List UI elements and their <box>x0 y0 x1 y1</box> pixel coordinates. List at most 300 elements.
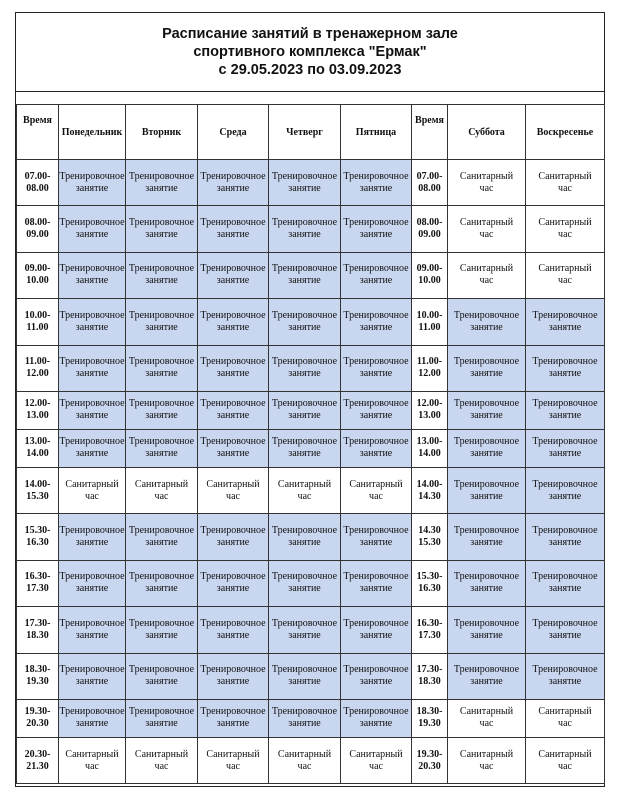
activity-label: Тренировочное <box>453 398 520 410</box>
weekend-time-cell-start: 13.00- <box>416 436 443 448</box>
saturday-cell <box>448 252 526 298</box>
weekday-time-cell <box>17 299 59 345</box>
saturday-cell <box>448 560 526 606</box>
activity-label-sub: занятие <box>288 583 321 595</box>
sunday-cell <box>526 429 605 467</box>
saturday-cell <box>448 607 526 653</box>
weekend-time-cell <box>412 514 448 560</box>
activity-label-sub: занятие <box>216 448 250 460</box>
activity-label-sub: занятие <box>548 583 582 595</box>
activity-label: Тренировочное <box>59 571 125 583</box>
weekend-time-cell-end: 20.30 <box>418 760 441 772</box>
activity-label: Санитарный <box>459 706 514 718</box>
weekend-time-cell-start: 12.00- <box>416 398 443 410</box>
wednesday-cell <box>198 391 269 429</box>
tuesday-cell <box>126 607 198 653</box>
activity-label: Тренировочное <box>128 356 195 368</box>
weekend-time-cell-end: 16.30 <box>418 583 441 595</box>
tuesday-cell <box>126 206 198 252</box>
activity-label-sub: час <box>479 182 494 194</box>
sunday-cell <box>526 653 605 699</box>
activity-label-sub: занятие <box>548 448 582 460</box>
thursday-cell <box>269 429 341 467</box>
activity-label: Тренировочное <box>271 571 338 583</box>
activity-label-sub: занятие <box>75 718 109 730</box>
activity-label-sub: занятие <box>216 537 250 549</box>
sunday-cell <box>526 514 605 560</box>
activity-label: Тренировочное <box>59 436 125 448</box>
weekday-time-cell-end: 16.30 <box>26 537 49 549</box>
monday-cell <box>59 467 126 513</box>
activity-label: Тренировочное <box>532 525 598 537</box>
activity-label: Тренировочное <box>128 525 195 537</box>
activity-label: Тренировочное <box>200 356 266 368</box>
activity-label: Тренировочное <box>200 263 266 275</box>
weekend-time-cell-start: 15.30- <box>416 571 443 583</box>
table-row <box>17 699 605 737</box>
activity-label: Тренировочное <box>271 525 338 537</box>
activity-label: Тренировочное <box>453 664 520 676</box>
saturday-cell <box>448 699 526 737</box>
activity-label-sub: занятие <box>359 718 393 730</box>
activity-label: Тренировочное <box>532 478 598 490</box>
activity-label: Тренировочное <box>271 436 338 448</box>
activity-label-sub: час <box>369 490 383 502</box>
weekend-time-cell-start: 17.30- <box>416 664 443 676</box>
tuesday-cell <box>126 514 198 560</box>
activity-label-sub: занятие <box>470 410 503 422</box>
weekday-time-cell-end: 10.00 <box>26 275 49 287</box>
weekend-time-cell-end: 12.00 <box>418 368 441 380</box>
weekend-time-cell <box>412 252 448 298</box>
friday-cell <box>341 653 412 699</box>
activity-label: Тренировочное <box>59 398 125 410</box>
activity-label-sub: занятие <box>145 275 178 287</box>
weekday-time-cell-end: 13.00 <box>26 410 49 422</box>
activity-label: Санитарный <box>134 478 189 490</box>
activity-label: Тренировочное <box>200 617 266 629</box>
weekday-time-cell-start: 12.00- <box>24 398 51 410</box>
activity-label-sub: час <box>85 490 99 502</box>
weekday-time-cell <box>17 699 59 737</box>
thursday-cell <box>269 607 341 653</box>
weekday-time-cell <box>17 345 59 391</box>
wednesday-cell <box>198 560 269 606</box>
activity-label-sub: занятие <box>216 583 250 595</box>
activity-label: Тренировочное <box>271 170 338 182</box>
weekday-time-cell <box>17 467 59 513</box>
weekday-time-cell-end: 08.00 <box>26 182 49 194</box>
activity-label-sub: занятие <box>548 490 582 502</box>
activity-label-sub: час <box>479 275 494 287</box>
activity-label-sub: час <box>558 275 572 287</box>
tuesday-cell <box>126 160 198 206</box>
activity-label-sub: занятие <box>470 448 503 460</box>
activity-label: Тренировочное <box>200 706 266 718</box>
activity-label-sub: занятие <box>216 321 250 333</box>
activity-label: Санитарный <box>459 748 514 760</box>
activity-label-sub: занятие <box>145 629 178 641</box>
activity-label-sub: занятие <box>359 229 393 241</box>
title-line-3: с 29.05.2023 по 03.09.2023 <box>218 62 402 78</box>
tuesday-cell <box>126 299 198 345</box>
wednesday-cell <box>198 160 269 206</box>
activity-label-sub: час <box>558 182 572 194</box>
activity-label-sub: занятие <box>470 676 503 688</box>
tuesday-cell <box>126 429 198 467</box>
title-line-1: Расписание занятий в тренажерном зале <box>162 26 458 42</box>
weekday-time-cell-start: 15.30- <box>24 525 51 537</box>
weekend-time-cell-end: 15.30 <box>418 537 441 549</box>
activity-label-sub: занятие <box>75 676 109 688</box>
activity-label-sub: час <box>479 760 494 772</box>
saturday-cell <box>448 391 526 429</box>
table-row <box>17 514 605 560</box>
header-monday: Понедельник <box>59 105 126 160</box>
header-sunday: Воскресенье <box>526 105 605 160</box>
weekend-time-cell <box>412 345 448 391</box>
activity-label-sub: час <box>226 760 240 772</box>
weekday-time-cell <box>17 391 59 429</box>
activity-label-sub: занятие <box>359 583 393 595</box>
table-row <box>17 560 605 606</box>
activity-label-sub: час <box>558 229 572 241</box>
friday-cell <box>341 160 412 206</box>
weekend-time-cell-end: 11.00 <box>418 321 441 333</box>
wednesday-cell <box>198 252 269 298</box>
weekend-time-cell-end: 19.30 <box>418 718 441 730</box>
activity-label: Санитарный <box>459 170 514 182</box>
activity-label: Тренировочное <box>453 571 520 583</box>
activity-label-sub: занятие <box>75 229 109 241</box>
activity-label: Тренировочное <box>200 217 266 229</box>
wednesday-cell <box>198 737 269 783</box>
activity-label: Тренировочное <box>532 436 598 448</box>
weekday-time-cell-start: 10.00- <box>24 309 51 321</box>
activity-label-sub: занятие <box>145 182 178 194</box>
monday-cell <box>59 391 126 429</box>
weekend-time-cell-start: 16.30- <box>416 617 443 629</box>
weekday-time-cell <box>17 429 59 467</box>
table-row <box>17 252 605 298</box>
activity-label-sub: час <box>558 718 572 730</box>
activity-label: Тренировочное <box>128 217 195 229</box>
table-row <box>17 653 605 699</box>
activity-label-sub: занятие <box>75 583 109 595</box>
activity-label-sub: занятие <box>216 718 250 730</box>
weekday-time-cell <box>17 514 59 560</box>
activity-label: Тренировочное <box>343 309 409 321</box>
saturday-cell <box>448 299 526 345</box>
activity-label-sub: занятие <box>145 368 178 380</box>
activity-label: Тренировочное <box>343 706 409 718</box>
tuesday-cell <box>126 345 198 391</box>
weekend-time-cell-end: 18.30 <box>418 676 441 688</box>
weekend-time-cell-start: 11.00- <box>416 356 443 368</box>
weekday-time-cell-end: 15.30 <box>26 490 49 502</box>
sunday-cell <box>526 206 605 252</box>
activity-label: Тренировочное <box>271 217 338 229</box>
activity-label: Тренировочное <box>59 356 125 368</box>
activity-label: Тренировочное <box>271 706 338 718</box>
weekend-time-cell-start: 09.00- <box>416 263 443 275</box>
activity-label-sub: занятие <box>216 629 250 641</box>
monday-cell <box>59 514 126 560</box>
thursday-cell <box>269 160 341 206</box>
weekend-time-cell <box>412 699 448 737</box>
activity-label-sub: занятие <box>145 537 178 549</box>
weekday-time-cell <box>17 560 59 606</box>
activity-label-sub: занятие <box>145 676 178 688</box>
friday-cell <box>341 429 412 467</box>
activity-label: Тренировочное <box>200 525 266 537</box>
saturday-cell <box>448 467 526 513</box>
activity-label-sub: занятие <box>359 275 393 287</box>
activity-label-sub: занятие <box>548 321 582 333</box>
table-row <box>17 467 605 513</box>
friday-cell <box>341 560 412 606</box>
schedule-title <box>16 13 604 92</box>
tuesday-cell <box>126 252 198 298</box>
activity-label-sub: занятие <box>288 537 321 549</box>
activity-label: Тренировочное <box>271 664 338 676</box>
monday-cell <box>59 206 126 252</box>
activity-label: Санитарный <box>277 748 332 760</box>
thursday-cell <box>269 345 341 391</box>
activity-label-sub: занятие <box>359 629 393 641</box>
saturday-cell <box>448 737 526 783</box>
activity-label: Тренировочное <box>532 356 598 368</box>
monday-cell <box>59 560 126 606</box>
activity-label-sub: занятие <box>145 410 178 422</box>
activity-label: Санитарный <box>65 748 119 760</box>
weekend-time-cell-start: 10.00- <box>416 309 443 321</box>
header-saturday: Суббота <box>448 105 526 160</box>
schedule-body <box>17 160 605 784</box>
weekday-time-cell-end: 18.30 <box>26 629 49 641</box>
sunday-cell <box>526 699 605 737</box>
weekday-time-cell <box>17 160 59 206</box>
friday-cell <box>341 737 412 783</box>
activity-label: Тренировочное <box>343 398 409 410</box>
wednesday-cell <box>198 607 269 653</box>
weekday-time-cell <box>17 206 59 252</box>
activity-label: Тренировочное <box>343 263 409 275</box>
weekday-time-cell-start: 17.30- <box>24 617 51 629</box>
activity-label-sub: занятие <box>145 583 178 595</box>
activity-label: Тренировочное <box>200 664 266 676</box>
activity-label-sub: занятие <box>470 537 503 549</box>
friday-cell <box>341 514 412 560</box>
activity-label-sub: занятие <box>216 275 250 287</box>
weekday-time-cell-start: 20.30- <box>24 748 51 760</box>
activity-label: Тренировочное <box>128 571 195 583</box>
activity-label: Тренировочное <box>128 436 195 448</box>
activity-label-sub: занятие <box>75 321 109 333</box>
activity-label: Тренировочное <box>59 309 125 321</box>
activity-label-sub: занятие <box>145 448 178 460</box>
saturday-cell <box>448 345 526 391</box>
activity-label: Тренировочное <box>271 398 338 410</box>
activity-label: Тренировочное <box>128 398 195 410</box>
weekday-time-cell-end: 14.00 <box>26 448 49 460</box>
weekday-time-cell-end: 21.30 <box>26 760 49 772</box>
tuesday-cell <box>126 467 198 513</box>
sunday-cell <box>526 737 605 783</box>
wednesday-cell <box>198 467 269 513</box>
activity-label-sub: занятие <box>470 629 503 641</box>
activity-label: Тренировочное <box>271 263 338 275</box>
activity-label-sub: занятие <box>359 182 393 194</box>
activity-label: Санитарный <box>349 748 403 760</box>
activity-label: Тренировочное <box>59 217 125 229</box>
activity-label: Тренировочное <box>343 436 409 448</box>
activity-label: Санитарный <box>538 263 592 275</box>
friday-cell <box>341 391 412 429</box>
activity-label-sub: час <box>558 760 572 772</box>
activity-label: Санитарный <box>134 748 189 760</box>
activity-label-sub: час <box>479 718 494 730</box>
activity-label: Тренировочное <box>271 617 338 629</box>
header-wednesday: Среда <box>198 105 269 160</box>
activity-label: Тренировочное <box>343 525 409 537</box>
activity-label: Тренировочное <box>343 617 409 629</box>
weekend-time-cell <box>412 299 448 345</box>
activity-label: Тренировочное <box>343 664 409 676</box>
activity-label-sub: занятие <box>359 410 393 422</box>
saturday-cell <box>448 653 526 699</box>
monday-cell <box>59 653 126 699</box>
activity-label: Санитарный <box>206 478 260 490</box>
activity-label: Санитарный <box>277 478 332 490</box>
thursday-cell <box>269 299 341 345</box>
activity-label-sub: занятие <box>288 448 321 460</box>
activity-label-sub: занятие <box>216 410 250 422</box>
activity-label: Санитарный <box>538 748 592 760</box>
activity-label-sub: занятие <box>470 321 503 333</box>
activity-label-sub: занятие <box>75 448 109 460</box>
activity-label-sub: занятие <box>145 718 178 730</box>
saturday-cell <box>448 514 526 560</box>
tuesday-cell <box>126 737 198 783</box>
activity-label-sub: занятие <box>288 321 321 333</box>
weekend-time-cell-end: 10.00 <box>418 275 441 287</box>
table-row <box>17 737 605 783</box>
activity-label: Тренировочное <box>343 170 409 182</box>
activity-label-sub: занятие <box>548 676 582 688</box>
monday-cell <box>59 429 126 467</box>
monday-cell <box>59 252 126 298</box>
activity-label: Санитарный <box>538 170 592 182</box>
activity-label-sub: занятие <box>216 229 250 241</box>
weekday-time-cell-end: 09.00 <box>26 229 49 241</box>
weekday-time-cell-start: 07.00- <box>24 170 51 182</box>
weekend-time-cell-end: 08.00 <box>418 182 441 194</box>
weekday-time-cell <box>17 252 59 298</box>
weekend-time-cell-end: 09.00 <box>418 229 441 241</box>
activity-label-sub: занятие <box>288 275 321 287</box>
schedule-table <box>16 104 605 784</box>
activity-label-sub: занятие <box>359 321 393 333</box>
activity-label-sub: занятие <box>75 275 109 287</box>
weekend-time-cell <box>412 560 448 606</box>
weekday-time-cell <box>17 653 59 699</box>
activity-label-sub: занятие <box>145 229 178 241</box>
activity-label-sub: час <box>369 760 383 772</box>
weekend-time-cell-end: 14.00 <box>418 448 441 460</box>
weekend-time-cell <box>412 653 448 699</box>
weekend-time-cell <box>412 206 448 252</box>
monday-cell <box>59 345 126 391</box>
activity-label: Тренировочное <box>532 664 598 676</box>
tuesday-cell <box>126 699 198 737</box>
monday-cell <box>59 737 126 783</box>
schedule-sheet <box>15 12 605 787</box>
weekday-time-cell-start: 09.00- <box>24 263 51 275</box>
activity-label: Тренировочное <box>200 436 266 448</box>
table-row <box>17 160 605 206</box>
header-time-weekday: Время <box>17 105 59 160</box>
weekday-time-cell-start: 16.30- <box>24 571 51 583</box>
activity-label: Тренировочное <box>59 664 125 676</box>
weekend-time-cell <box>412 607 448 653</box>
weekday-time-cell-start: 08.00- <box>24 217 51 229</box>
thursday-cell <box>269 467 341 513</box>
activity-label-sub: занятие <box>359 537 393 549</box>
activity-label: Тренировочное <box>128 309 195 321</box>
weekend-time-cell-start: 19.30- <box>416 748 443 760</box>
weekday-time-cell-start: 11.00- <box>24 356 51 368</box>
weekend-time-cell <box>412 429 448 467</box>
thursday-cell <box>269 514 341 560</box>
thursday-cell <box>269 737 341 783</box>
activity-label-sub: час <box>479 229 494 241</box>
activity-label-sub: занятие <box>359 448 393 460</box>
thursday-cell <box>269 699 341 737</box>
saturday-cell <box>448 206 526 252</box>
activity-label-sub: занятие <box>288 629 321 641</box>
thursday-cell <box>269 206 341 252</box>
sunday-cell <box>526 467 605 513</box>
table-row <box>17 299 605 345</box>
activity-label: Тренировочное <box>532 617 598 629</box>
activity-label-sub: занятие <box>288 182 321 194</box>
friday-cell <box>341 345 412 391</box>
wednesday-cell <box>198 429 269 467</box>
sunday-cell <box>526 345 605 391</box>
activity-label-sub: занятие <box>75 537 109 549</box>
monday-cell <box>59 299 126 345</box>
weekend-time-cell <box>412 737 448 783</box>
header-thursday: Четверг <box>269 105 341 160</box>
activity-label: Тренировочное <box>200 571 266 583</box>
monday-cell <box>59 699 126 737</box>
weekend-time-cell-end: 14.30 <box>418 490 441 502</box>
activity-label: Тренировочное <box>343 571 409 583</box>
tuesday-cell <box>126 391 198 429</box>
weekday-time-cell-start: 19.30- <box>24 706 51 718</box>
weekday-time-cell-end: 17.30 <box>26 583 49 595</box>
friday-cell <box>341 467 412 513</box>
saturday-cell <box>448 429 526 467</box>
activity-label-sub: занятие <box>216 676 250 688</box>
table-row <box>17 345 605 391</box>
weekend-time-cell <box>412 391 448 429</box>
friday-cell <box>341 699 412 737</box>
weekday-time-cell-end: 11.00 <box>26 321 49 333</box>
table-row <box>17 206 605 252</box>
activity-label: Тренировочное <box>532 571 598 583</box>
